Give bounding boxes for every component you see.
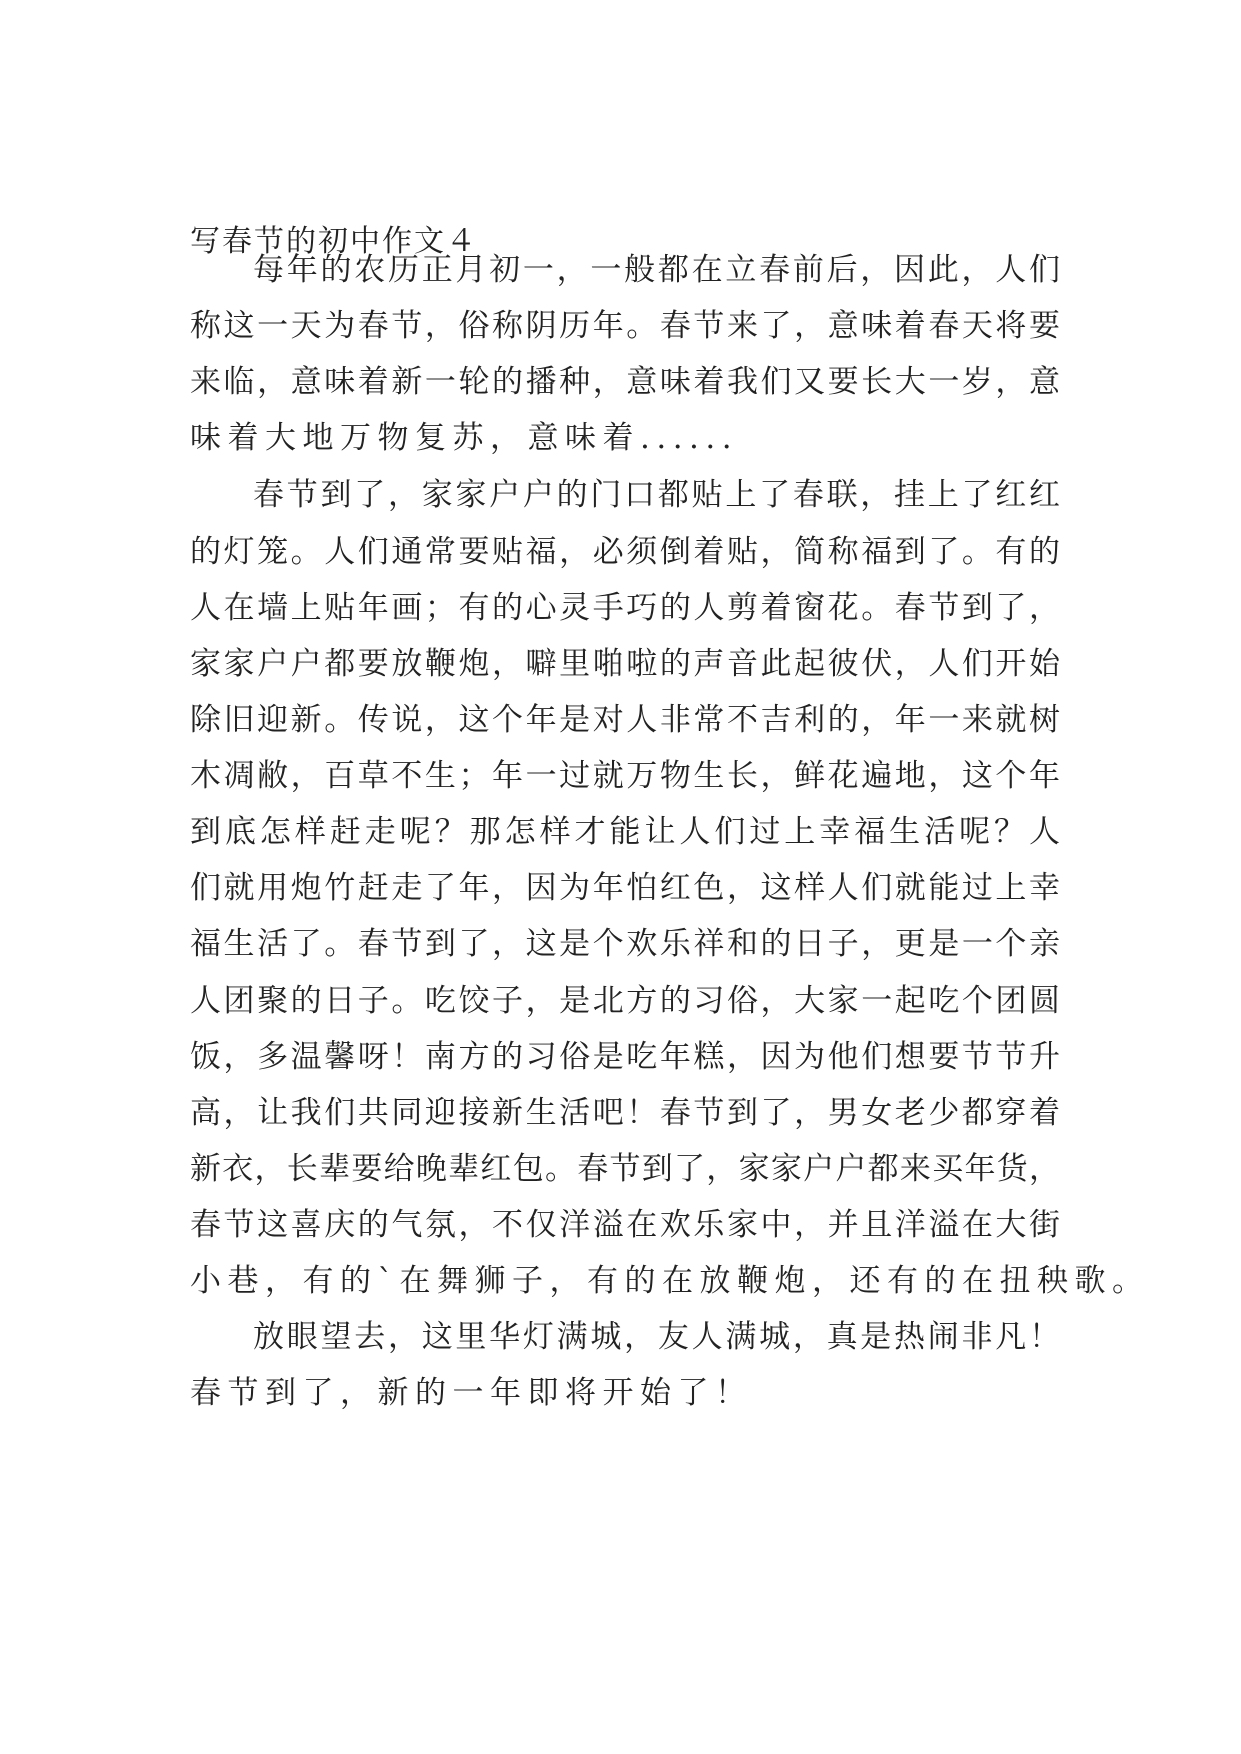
paragraph-2-line-2: 的灯笼。人们通常要贴福，必须倒着贴，简称福到了。有的: [190, 534, 1060, 570]
paragraph-2-line-4: 家家户户都要放鞭炮，噼里啪啦的声音此起彼伏，人们开始: [190, 646, 1060, 682]
paragraph-2-line-6: 木凋敝，百草不生；年一过就万物生长，鲜花遍地，这个年: [190, 758, 1060, 794]
paragraph-1-line-2: 称这一天为春节，俗称阴历年。春节来了，意味着春天将要: [190, 308, 1060, 344]
paragraph-2-line-10: 人团聚的日子。吃饺子，是北方的习俗，大家一起吃个团圆: [190, 983, 1060, 1019]
paragraph-2-line-1: 春节到了，家家户户的门口都贴上了春联，挂上了红红: [253, 477, 1060, 513]
paragraph-1-line-1: 每年的农历正月初一，一般都在立春前后，因此，人们: [253, 252, 1060, 288]
paragraph-2-line-5: 除旧迎新。传说，这个年是对人非常不吉利的，年一来就树: [190, 702, 1060, 738]
paragraph-2-line-8: 们就用炮竹赶走了年，因为年怕红色，这样人们就能过上幸: [190, 870, 1060, 906]
paragraph-2-line-12: 高，让我们共同迎接新生活吧！春节到了，男女老少都穿着: [190, 1095, 1060, 1131]
paragraph-2-line-3: 人在墙上贴年画；有的心灵手巧的人剪着窗花。春节到了，: [190, 590, 1060, 626]
paragraph-3-line-1: 放眼望去，这里华灯满城，友人满城，真是热闹非凡！: [253, 1319, 1060, 1355]
document-title: 写春节的初中作文４: [190, 224, 478, 259]
paragraph-2-line-15: 小巷，有的`在舞狮子，有的在放鞭炮，还有的在扭秧歌。: [190, 1263, 1150, 1299]
paragraph-2-line-11: 饭，多温馨呀！南方的习俗是吃年糕，因为他们想要节节升: [190, 1039, 1060, 1075]
paragraph-2-line-7: 到底怎样赶走呢？那怎样才能让人们过上幸福生活呢？人: [190, 814, 1060, 850]
paragraph-2-line-9: 福生活了。春节到了，这是个欢乐祥和的日子，更是一个亲: [190, 926, 1060, 962]
paragraph-2-line-13: 新衣，长辈要给晚辈红包。春节到了，家家户户都来买年货，: [190, 1151, 1060, 1187]
paragraph-1-line-4: 味着大地万物复苏，意味着......: [190, 420, 739, 456]
paragraph-2-line-14: 春节这喜庆的气氛，不仅洋溢在欢乐家中，并且洋溢在大街: [190, 1207, 1060, 1243]
paragraph-3-line-2: 春节到了，新的一年即将开始了！: [190, 1375, 753, 1411]
paragraph-1-line-3: 来临，意味着新一轮的播种，意味着我们又要长大一岁，意: [190, 364, 1060, 400]
